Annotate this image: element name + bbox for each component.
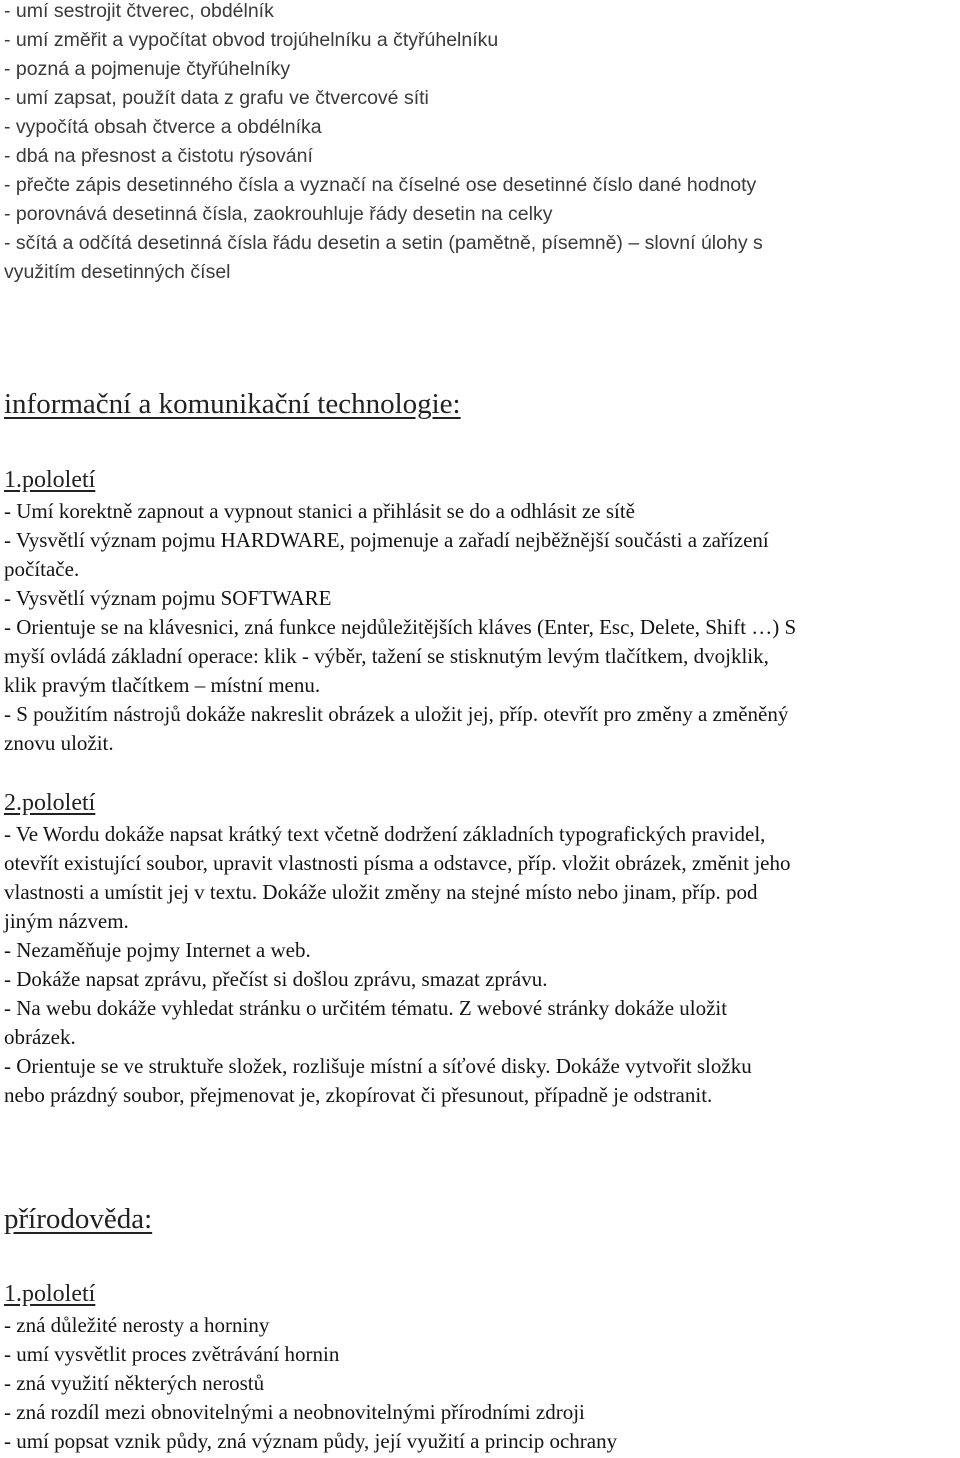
nature-term1-outcomes: - zná důležité nerosty a horniny - umí vysvětlit proces zvětrávání hornin - zná využití některých nerostů - zná rozdíl mezi obnovitelnými a neobnovitelnými přírodními zdroji - umí popsat vznik půdy, zná význam půdy, její využití a princip ochrany: [4, 1313, 618, 1453]
ict-term1-outcomes: - Umí korektně zapnout a vypnout stanici a přihlásit se do a odhlásit ze sítě - Vysvětlí význam pojmu HARDWARE, pojmenuje a zařadí nejběžnější součásti a zařízení počítače. - Vysvětlí význam pojmu SOFTWARE - Orientuje se na klávesnici, zná funkce nejdůležitějších kláves (Enter, Esc, Delete, Shift …) S myší ovládá základní operace: klik - výběr, tažení se stisknutým levým tlačítkem, dvojklik, klik pravým tlačítkem – místní menu. - S použitím nástrojů dokáže nakreslit obrázek a uložit jej, příp. otevřít pro změny a změněný znovu uložit.: [4, 499, 797, 755]
ict-term2-outcomes: - Ve Wordu dokáže napsat krátký text včetně dodržení základních typografických pravidel, otevřít existující soubor, upravit vlastnosti písma a odstavce, příp. vložit obrázek, změnit jeho vlastnosti a umístit jej v textu. Dokáže uložit změny na stejné místo nebo jinam, příp. pod jiným názvem. - Nezaměňuje pojmy Internet a web. - Dokáže napsat zprávu, přečíst si došlou zprávu, smazat zprávu. - Na webu dokáže vyhledat stránku o určitém tématu. Z webové stránky dokáže uložit obrázek. - Orientuje se ve struktuře složek, rozlišuje místní a síťové disky. Dokáže vytvořit složku nebo prázdný soubor, přejmenovat je, zkopírovat či přesunout, případně je odstranit.: [4, 822, 791, 1107]
nature-section-heading: přírodověda:: [4, 1203, 153, 1235]
ict-section-heading: informační a komunikační technologie:: [4, 388, 461, 420]
ict-term1-label: 1.pololetí: [4, 467, 96, 493]
ict-term2-label: 2.pololetí: [4, 790, 96, 816]
math-outcomes-list: - umí sestrojit čtverec, obdélník - umí změřit a vypočítat obvod trojúhelníku a čtyřúhelníku - pozná a pojmenuje čtyřúhelníky - umí zapsat, použít data z grafu ve čtvercové síti - vypočítá obsah čtverce a obdélníka - dbá na přesnost a čistotu rýsování - přečte zápis desetinného čísla a vyznačí na číselné ose desetinné číslo dané hodnoty - porovnává desetinná čísla, zaokrouhluje řády desetin na celky - sčítá a odčítá desetinná čísla řádu desetin a setin (pamětně, písemně) – slovní úlohy s využitím desetinných čísel: [4, 0, 763, 283]
nature-term1-label: 1.pololetí: [4, 1281, 96, 1307]
